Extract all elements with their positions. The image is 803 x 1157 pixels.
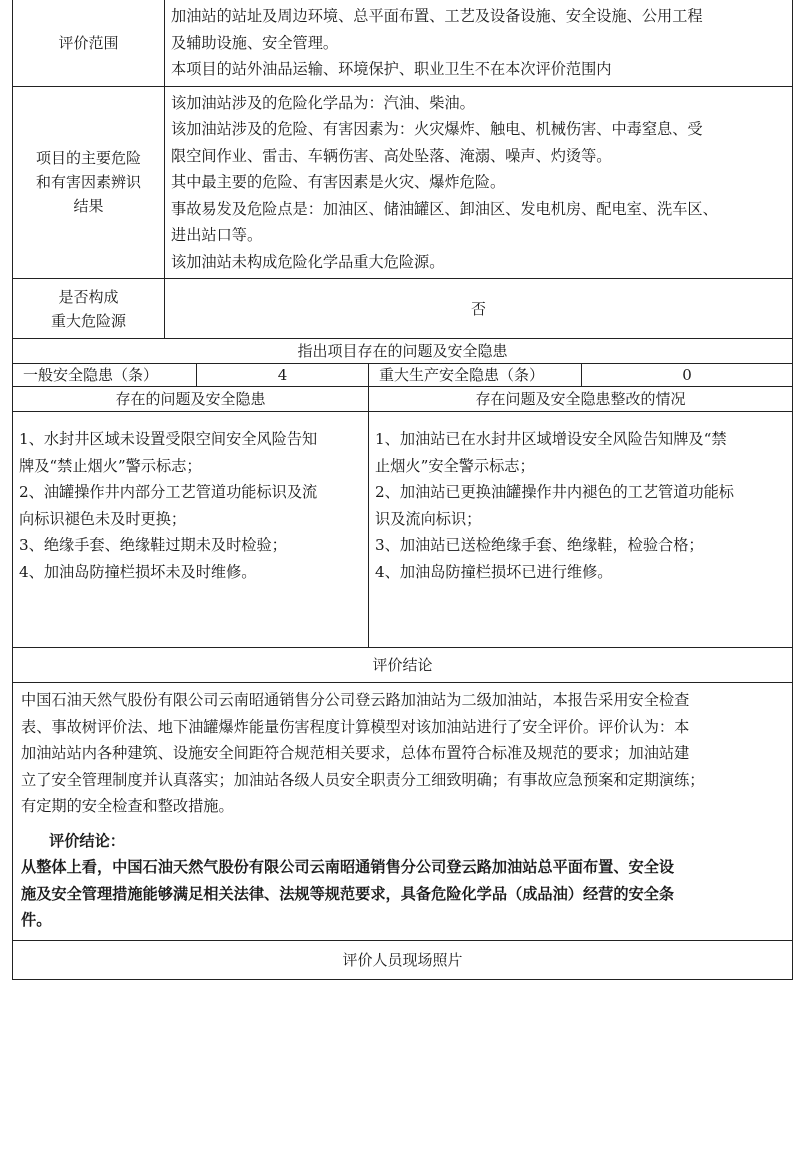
conclusion-bold-line: 施及安全管理措施能够满足相关法律、法规等规范要求，具备危险化学品（成品油）经营的安全条 xyxy=(21,884,675,903)
rectification-line: 4、加油岛防撞栏损坏已进行维修。 xyxy=(375,562,613,581)
general-hazard-count: 4 xyxy=(197,364,369,387)
hazards-line: 事故易发及危险点是：加油区、储油罐区、卸油区、发电机房、配电室、洗车区、 xyxy=(171,199,718,218)
issues-row xyxy=(13,412,793,648)
major-hazard-label-line: 重大危险源 xyxy=(50,311,126,330)
issue-line: 1、水封井区域未设置受限空间安全风险告知 xyxy=(19,430,318,448)
rectification-line: 止烟火”安全警示标志； xyxy=(375,456,535,475)
problems-header: 指出项目存在的问题及安全隐患 xyxy=(13,339,793,364)
hazards-label xyxy=(13,86,165,279)
scope-line: 及辅助设施、安全管理。 xyxy=(171,33,339,52)
issues-right-header: 存在问题及安全隐患整改的情况 xyxy=(369,387,793,412)
issues-left-header: 存在的问题及安全隐患 xyxy=(13,387,369,412)
issues-left-content xyxy=(13,412,369,648)
conclusion-line: 有定期的安全检查和整改措施。 xyxy=(21,797,234,815)
hazards-line: 该加油站涉及的危险化学品为：汽油、柴油。 xyxy=(171,93,475,112)
conclusion-line: 中国石油天然气股份有限公司云南昭通销售分公司登云路加油站为二级加油站，本报告采用安全检查 xyxy=(21,691,690,709)
photos-header: 评价人员现场照片 xyxy=(13,940,793,979)
issue-line: 3、绝缘手套、绝缘鞋过期未及时检验； xyxy=(19,536,287,554)
hazards-line: 其中最主要的危险、有害因素是火灾、爆炸危险。 xyxy=(171,173,506,191)
counts-row xyxy=(13,364,793,387)
hazards-line: 限空间作业、雷击、车辆伤害、高处坠落、淹溺、噪声、灼烫等。 xyxy=(171,146,612,165)
issue-line: 向标识褪色未及时更换； xyxy=(19,509,187,528)
issue-line: 2、油罐操作井内部分工艺管道功能标识及流 xyxy=(19,483,318,501)
conclusion-line: 立了安全管理制度并认真落实；加油站各级人员安全职责分工细致明确；有事故应急预案和定期演练； xyxy=(21,770,705,789)
hazards-line: 该加油站未构成危险化学品重大危险源。 xyxy=(171,252,445,271)
major-hazard-count: 0 xyxy=(582,364,793,387)
rectification-line: 2、加油站已更换油罐操作井内褪色的工艺管道功能标 xyxy=(375,483,734,501)
conclusion-header-row xyxy=(13,648,793,683)
hazards-label-line: 项目的主要危险 xyxy=(35,149,141,168)
conclusion-bold-line: 件。 xyxy=(21,911,52,929)
hazards-row xyxy=(13,86,793,279)
rectification-line: 识及流向标识； xyxy=(375,509,482,528)
conclusion-sub-label: 评价结论： xyxy=(49,831,125,850)
major-hazard-row xyxy=(13,279,793,339)
photos-header-row xyxy=(13,940,793,979)
rectification-line: 1、加油站已在水封井区域增设安全风险告知牌及“禁 xyxy=(375,430,727,448)
scope-row xyxy=(13,0,793,86)
scope-label: 评价范围 xyxy=(13,0,165,86)
rectification-line: 3、加油站已送检绝缘手套、绝缘鞋，检验合格； xyxy=(375,536,704,554)
hazards-label-line: 和有害因素辨识 xyxy=(35,173,141,192)
conclusion-bold-line: 从整体上看，中国石油天然气股份有限公司云南昭通销售分公司登云路加油站总平面布置、安全设 xyxy=(21,858,675,876)
hazards-content xyxy=(165,86,793,279)
hazards-line: 该加油站涉及的危险、有害因素为：火灾爆炸、触电、机械伤害、中毒窒息、受 xyxy=(171,120,703,138)
scope-line: 本项目的站外油品运输、环境保护、职业卫生不在本次评价范围内 xyxy=(171,60,612,78)
major-hazard-count-label: 重大生产安全隐患（条） xyxy=(369,364,582,387)
issues-header-row xyxy=(13,387,793,412)
problems-header-row xyxy=(13,339,793,364)
major-hazard-label-line: 是否构成 xyxy=(58,287,119,306)
conclusion-header: 评价结论 xyxy=(13,648,793,683)
scope-line: 加油站的站址及周边环境、总平面布置、工艺及设备设施、安全设施、公用工程 xyxy=(171,7,703,25)
general-hazard-label: 一般安全隐患（条） xyxy=(13,364,197,387)
evaluation-report-table xyxy=(12,0,792,980)
issue-line: 牌及“禁止烟火”警示标志； xyxy=(19,456,202,475)
conclusion-line: 表、事故树评价法、地下油罐爆炸能量伤害程度计算模型对该加油站进行了安全评价。评价认为：本 xyxy=(21,717,690,736)
conclusion-line: 加油站站内各种建筑、设施安全间距符合规范相关要求，总体布置符合标准及规范的要求；加油站建 xyxy=(21,744,690,762)
issues-right-content xyxy=(369,412,793,648)
major-hazard-value: 否 xyxy=(165,279,793,339)
scope-content xyxy=(165,0,793,86)
issue-line: 4、加油岛防撞栏损坏未及时维修。 xyxy=(19,562,257,581)
hazards-line: 进出站口等。 xyxy=(171,226,263,244)
hazards-label-line: 结果 xyxy=(73,197,104,216)
major-hazard-label xyxy=(13,279,165,339)
conclusion-content xyxy=(13,683,793,941)
conclusion-row xyxy=(13,683,793,941)
